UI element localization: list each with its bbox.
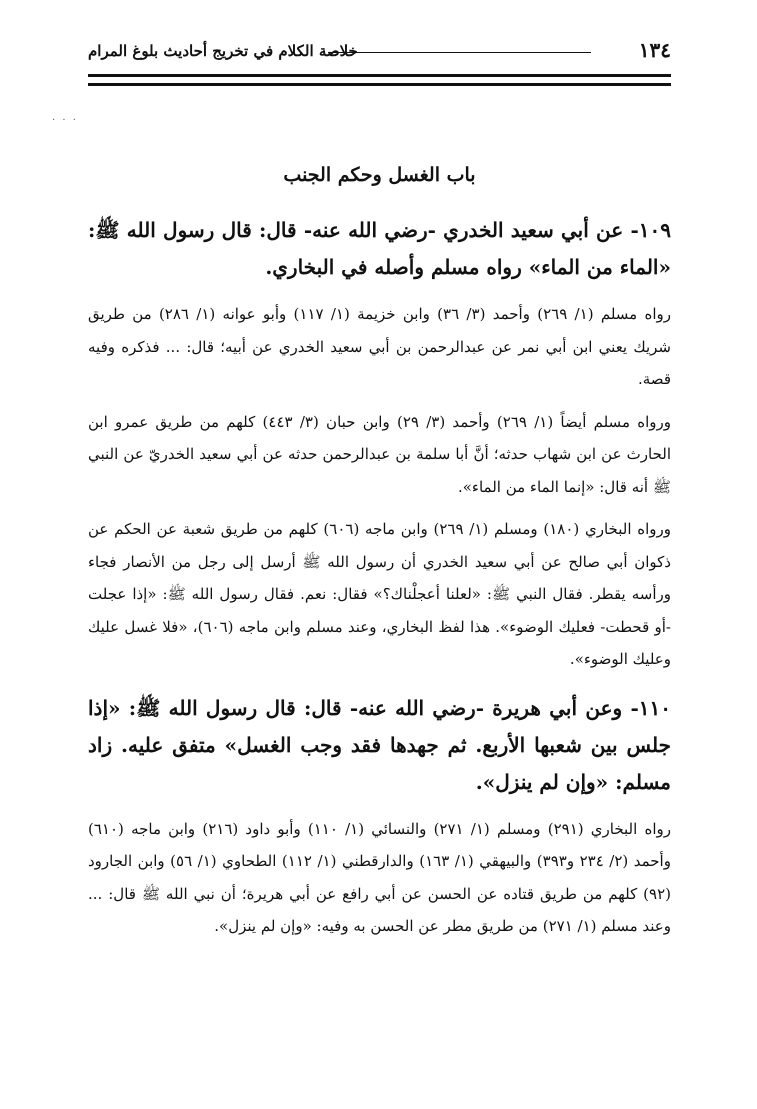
chapter-title: باب الغسل وحكم الجنب — [283, 164, 476, 186]
margin-mark: . . . — [52, 112, 78, 123]
running-header — [88, 36, 671, 66]
page-number: ١٣٤ — [638, 38, 671, 62]
page-content — [88, 160, 671, 953]
hadith-109: ١٠٩- عن أبي سعيد الخدري -رضي الله عنه- قال: قال رسول الله ﷺ: «الماء من الماء» رواه مسلم وأصله في البخاري. — [88, 218, 671, 279]
hadith-110: ١١٠- وعن أبي هريرة -رضي الله عنه- قال: قال رسول الله ﷺ: «إذا جلس بين شعبها الأربع. ثم جهدها فقد وجب الغسل» متفق عليه. زاد مسلم: «وإن لم ينزل». — [88, 695, 671, 794]
takhrij-109-paragraph-1: رواه مسلم (١/ ٢٦٩) وأحمد (٣/ ٣٦) وابن خزيمة (١/ ١١٧) وأبو عوانه (١/ ٢٨٦) من طريق شريك يعني ابن أبي نمر عن عبدالرحمن بن أبي سعيد الخدري عن أبيه؛ قال: ... فذكره وفيه قصة. — [88, 305, 672, 388]
takhrij-109-paragraph-3: ورواه البخاري (١٨٠) ومسلم (١/ ٢٦٩) وابن ماجه (٦٠٦) كلهم من طريق شعبة عن الحكم عن ذكوان أبي صالح عن أبي سعيد الخدري أن رسول الله ﷺ أرسل إلى رجل من الأنصار فجاء ورأسه يقطر. فقال النبي ﷺ: «لعلنا أعجلْناك؟» فقال: نعم. فقال رسول الله ﷺ: «إذا عجلت -أو قحطت- فعليك الوضوء». هذا لفظ البخاري، وعند مسلم وابن ماجه (٦٠٦)، «فلا غسل عليك وعليك الوضوء». — [88, 520, 672, 668]
header-separator-line — [328, 52, 591, 53]
header-rule-bottom — [88, 83, 671, 86]
takhrij-110-paragraph-1: رواه البخاري (٢٩١) ومسلم (١/ ٢٧١) والنسائي (١/ ١١٠) وأبو داود (٢١٦) وابن ماجه (٦١٠) وأحمد (٢/ ٢٣٤ و٣٩٣) والبيهقي (١/ ١٦٣) والدارقطني (١/ ١١٢) الطحاوي (١/ ٥٦) وابن الجارود (٩٢) كلهم من طريق قتاده عن الحسن عن أبي رافع عن أبي هريرة؛ أن نبي الله ﷺ قال: ... وعند مسلم (١/ ٢٧١) من طريق مطر عن الحسن به وفيه: «وإن لم ينزل». — [88, 819, 671, 935]
takhrij-109-paragraph-2: ورواه مسلم أيضاً (١/ ٢٦٩) وأحمد (٣/ ٢٩) وابن حبان (٣/ ٤٤٣) كلهم من طريق عمرو ابن الحارث عن ابن شهاب حدثه؛ أنَّ أبا سلمة بن عبدالرحمن حدثه عن أبي سعيد الخدريّ عن النبي ﷺ أنه قال: «إنما الماء من الماء». — [88, 412, 671, 496]
header-rule-top — [88, 74, 671, 77]
book-title: خلاصة الكلام في تخريج أحاديث بلوغ المرام — [88, 42, 358, 60]
